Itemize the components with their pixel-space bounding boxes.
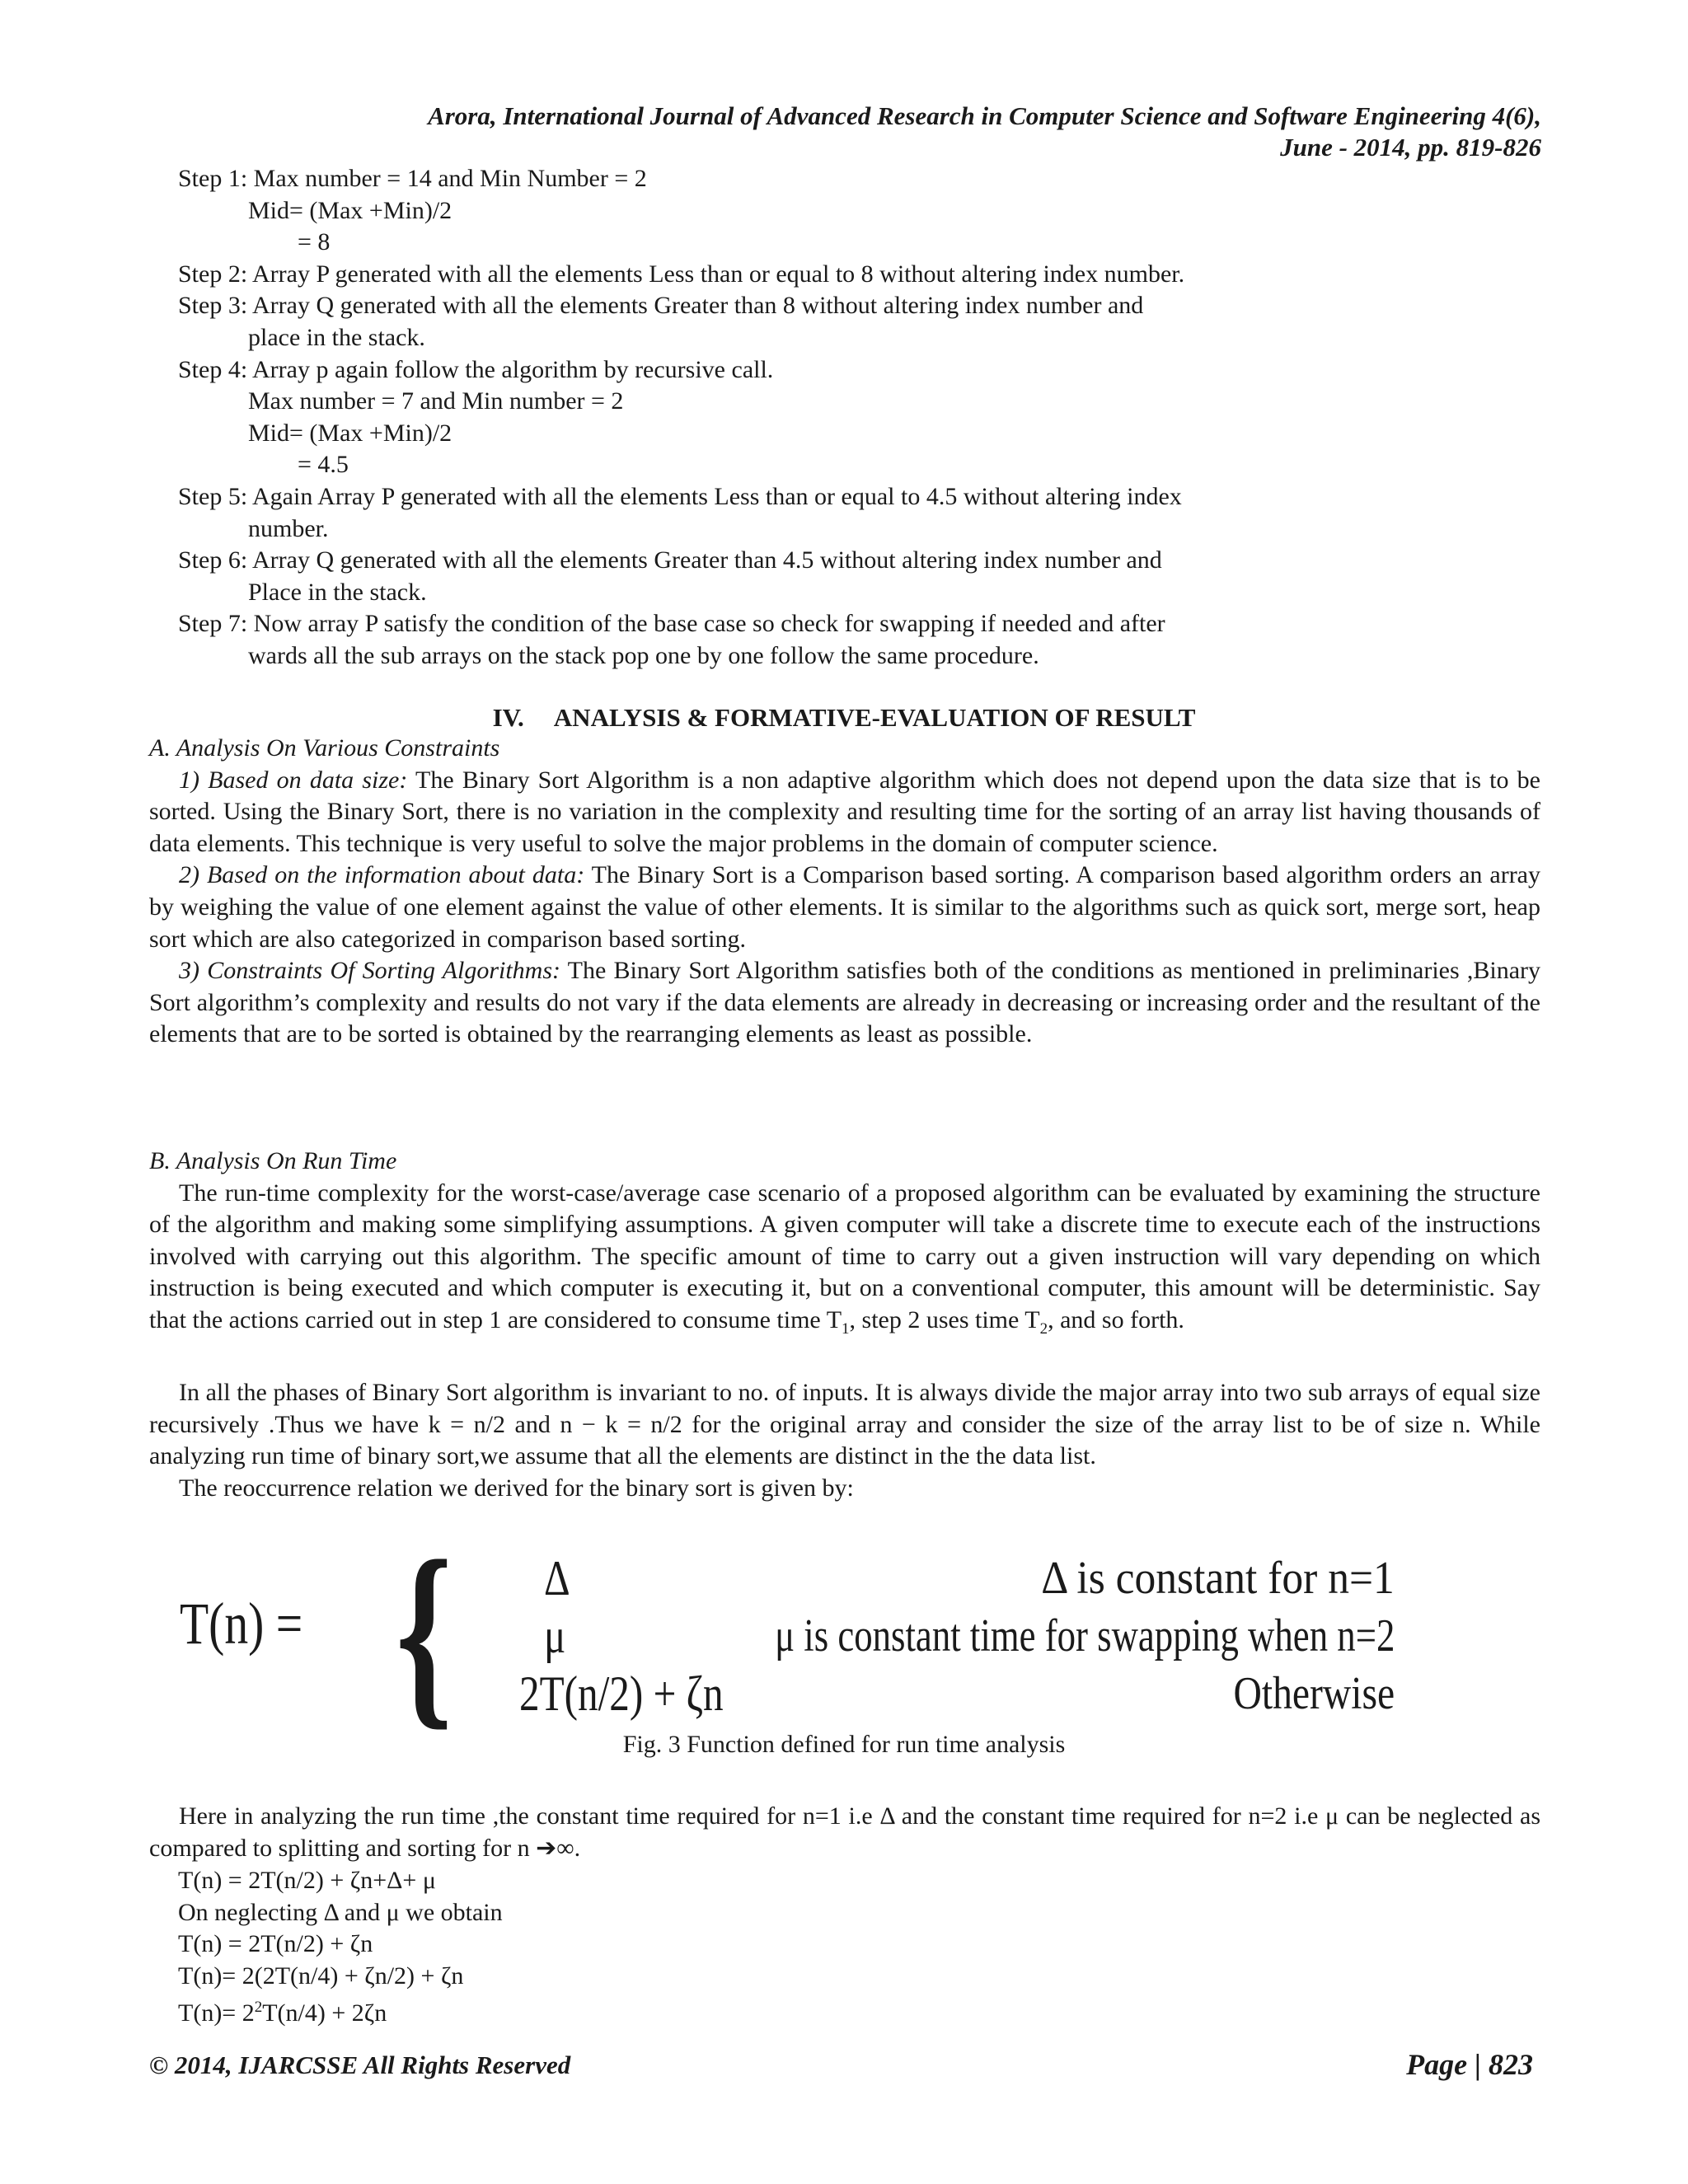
step-line: Mid= (Max +Min)/2 bbox=[248, 419, 452, 447]
case-3-value: 2T(n/2) + ζn bbox=[519, 1666, 724, 1721]
math-line bbox=[178, 1992, 503, 2030]
step-line: Step 7: Now array P satisfy the condition of the base case so check for swapping if needed and after bbox=[178, 610, 1165, 638]
paragraph: In all the phases of Binary Sort algorithm is invariant to no. of inputs. It is always divide the major array into two sub arrays of equal size recursively .Thus we have k = n/2 and n − k = n/2 for the original array and consider the size of the array list to be of size n. While analyzing run time of binary sort,we assume that all the elements are distinct in the the data list. bbox=[149, 1379, 1540, 1470]
subsection-a-heading: A. Analysis On Various Constraints bbox=[149, 734, 500, 762]
math-line: On neglecting Δ and μ we obtain bbox=[178, 1898, 503, 1926]
recurrence-lhs: T(n) = bbox=[180, 1591, 303, 1657]
derivation-lines bbox=[178, 1865, 503, 2030]
section-title: ANALYSIS & FORMATIVE-EVALUATION OF RESULT bbox=[553, 703, 1196, 732]
case-2-value: μ bbox=[544, 1609, 566, 1663]
curly-brace-icon: { bbox=[396, 1519, 452, 1747]
step-line: Step 5: Again Array P generated with all the elements Less than or equal to 4.5 without altering index bbox=[178, 482, 1182, 510]
step-line: wards all the sub arrays on the stack pop one by one follow the same procedure. bbox=[248, 641, 1039, 669]
paragraph-lead: 2) Based on the information about data: bbox=[179, 861, 585, 889]
step-line: place in the stack. bbox=[248, 323, 425, 351]
post-figure-text bbox=[149, 1801, 1540, 1864]
paragraph bbox=[149, 955, 1540, 1051]
section-number: IV. bbox=[492, 703, 524, 732]
case-1-value: Δ bbox=[544, 1551, 570, 1605]
paragraph bbox=[149, 765, 1540, 860]
step-line: Step 1: Max number = 14 and Min Number = 2 bbox=[178, 165, 647, 192]
paragraph-text: , step 2 uses time T bbox=[849, 1305, 1040, 1333]
step-line: Step 6: Array Q generated with all the elements Greater than 4.5 without altering index number and bbox=[178, 546, 1162, 574]
step-line: Max number = 7 and Min number = 2 bbox=[248, 387, 624, 415]
paragraph: Here in analyzing the run time ,the constant time required for n=1 i.e Δ and the constant time required for n=2 i.e μ can be neglected as compared to splitting and sorting for n ➔∞. bbox=[149, 1802, 1540, 1862]
step-line: Step 2: Array P generated with all the elements Less than or equal to 8 without altering index number. bbox=[178, 260, 1185, 288]
paragraph bbox=[149, 1178, 1540, 1346]
case-3-condition: Otherwise bbox=[1233, 1668, 1395, 1719]
step-line: Step 4: Array p again follow the algorithm by recursive call. bbox=[178, 355, 774, 383]
figure-recurrence bbox=[0, 1519, 1688, 1758]
case-2-condition: μ is constant time for swapping when n=2 bbox=[774, 1610, 1395, 1661]
step-line: = 8 bbox=[298, 228, 331, 256]
case-1-condition: Δ is constant for n=1 bbox=[1041, 1553, 1395, 1604]
paragraph-text: The run-time complexity for the worst-case/average case scenario of a proposed algorithm can be evaluated by examining the structure of the algorithm and making some simplifying assumptions. A given computer will take a discrete time to execute each of the instructions involved with carrying out this algorithm. The specific amount of time to carry out a given instruction will vary depending on which instruction is being executed and which computer is executing it, but on a conventional computer, this amount will be deterministic. Say that the actions carried out in step 1 are considered to consume time T bbox=[149, 1179, 1540, 1333]
subscript: 1 bbox=[842, 1319, 850, 1338]
paragraph-text: , and so forth. bbox=[1048, 1305, 1184, 1333]
step-line: = 4.5 bbox=[298, 451, 349, 479]
paragraph bbox=[149, 860, 1540, 955]
header-date-line: June - 2014, pp. 819-826 bbox=[1280, 133, 1541, 162]
paragraph-text: The Binary Sort Algorithm is a non adaptive algorithm which does not depend upon the data size that is to be sorted. Using the Binary Sort, there is no variation in the complexity and resulting time for the sorting of an array list having thousands of data elements. This technique is very useful to solve the major problems in the domain of computer science. bbox=[149, 766, 1540, 857]
algorithm-steps bbox=[178, 163, 1546, 673]
math-text: T(n/4) + 2ζn bbox=[262, 1999, 387, 2027]
header-journal-line: Arora, International Journal of Advanced Research in Computer Science and Software Engineering 4(6), bbox=[428, 101, 1541, 130]
section-heading bbox=[0, 703, 1688, 733]
footer-copyright: © 2014, IJARCSSE All Rights Reserved bbox=[149, 2050, 571, 2079]
subsection-a bbox=[149, 733, 1540, 1051]
paragraph-lead: 3) Constraints Of Sorting Algorithms: bbox=[179, 957, 560, 985]
paragraph: The reoccurrence relation we derived for the binary sort is given by: bbox=[179, 1474, 854, 1502]
figure-caption: Fig. 3 Function defined for run time analysis bbox=[622, 1731, 1066, 1758]
math-line: T(n) = 2T(n/2) + ζn bbox=[178, 1930, 373, 1958]
step-line: Mid= (Max +Min)/2 bbox=[248, 196, 452, 224]
math-line: T(n)= 2(2T(n/4) + ζn/2) + ζn bbox=[178, 1961, 464, 1990]
paragraph-text: The Binary Sort Algorithm satisfies both of the conditions as mentioned in preliminaries ,Binary Sort algorithm’s complexity and results do not vary if the data elements are already in decreasing or increasing order and the resultant of the elements that are to be sorted is obtained by the rearranging elements as least as possible. bbox=[149, 957, 1540, 1048]
paragraph-lead: 1) Based on data size: bbox=[179, 766, 408, 794]
math-line: T(n) = 2T(n/2) + ζn+Δ+ μ bbox=[178, 1867, 436, 1894]
subsection-b-heading: B. Analysis On Run Time bbox=[149, 1147, 397, 1174]
superscript: 2 bbox=[254, 1999, 263, 2017]
step-line: Step 3: Array Q generated with all the elements Greater than 8 without altering index number and bbox=[178, 292, 1144, 320]
subsection-b bbox=[149, 1146, 1540, 1505]
footer-page-number: Page | 823 bbox=[1406, 2048, 1533, 2081]
step-line: Place in the stack. bbox=[248, 578, 427, 606]
step-line: number. bbox=[248, 514, 329, 542]
paragraph-text: The Binary Sort is a Comparison based sorting. A comparison based algorithm orders an array by weighing the value of one element against the value of other elements. It is similar to the algorithms such as quick sort, merge sort, heap sort which are also categorized in comparison based sorting. bbox=[149, 861, 1541, 953]
math-text: T(n)= 2 bbox=[178, 1999, 255, 2027]
subscript: 2 bbox=[1039, 1319, 1048, 1338]
